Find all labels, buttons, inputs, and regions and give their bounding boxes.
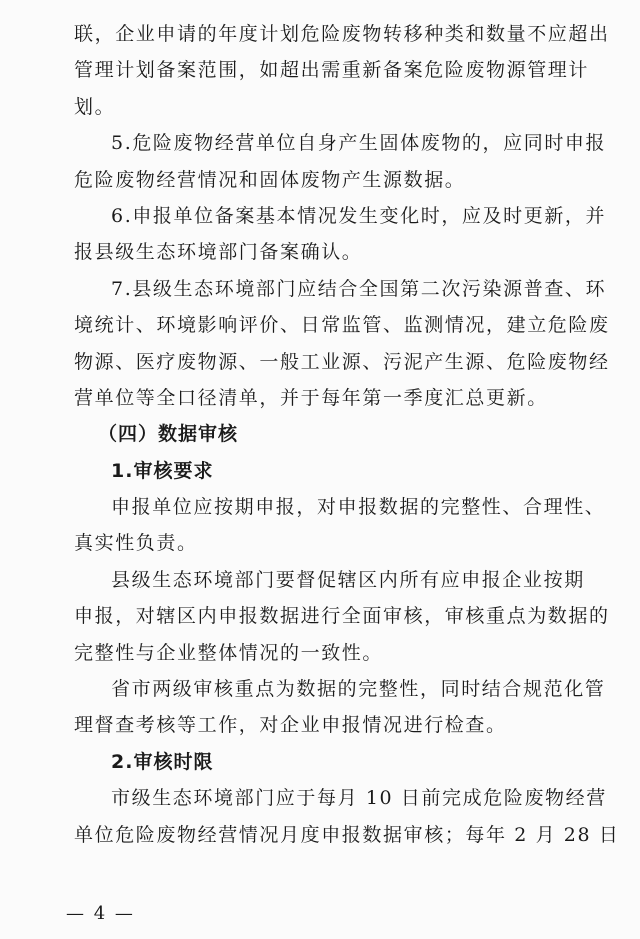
text-line: 危险废物经营情况和固体废物产生源数据。 (74, 168, 466, 191)
text-line: 理督查考核等工作，对企业申报情况进行检查。 (74, 714, 507, 737)
text-line: 申报，对辖区内申报数据进行全面审核，审核重点为数据的 (74, 605, 610, 628)
text-line: 县级生态环境部门要督促辖区内所有应申报企业按期 (111, 568, 585, 591)
text-line: 真实性负责。 (74, 532, 198, 555)
section-heading: （四）数据审核 (98, 423, 239, 446)
subsection-heading: 2.审核时限 (111, 750, 214, 773)
document-body (74, 16, 620, 853)
text-line: 境统计、环境影响评价、日常监管、监测情况，建立危险废 (74, 314, 610, 337)
text-line: 完整性与企业整体情况的一致性。 (74, 641, 384, 664)
text-line: 划。 (74, 95, 116, 118)
text-line: 营单位等全口径清单，并于每年第一季度汇总更新。 (74, 386, 548, 409)
text-line: 6.申报单位备案基本情况发生变化时，应及时更新，并 (111, 204, 607, 227)
text-line: 省市两级审核重点为数据的完整性，同时结合规范化管 (111, 678, 606, 701)
text-line: 5.危险废物经营单位自身产生固体废物的，应同时申报 (111, 132, 607, 155)
text-line: 报县级生态环境部门备案确认。 (74, 241, 363, 264)
subsection-heading: 1.审核要求 (111, 459, 214, 482)
text-line: 物源、医疗废物源、一般工业源、污泥产生源、危险废物经 (74, 350, 610, 373)
text-line: 联，企业申请的年度计划危险废物转移种类和数量不应超出 (74, 23, 610, 45)
text-line: 7.县级生态环境部门应结合全国第二次污染源普查、环 (111, 277, 607, 300)
text-line: 单位危险废物经营情况月度申报数据审核；每年 2 月 28 日 (74, 823, 620, 846)
text-line: 管理计划备案范围，如超出需重新备案危险废物源管理计 (74, 59, 590, 82)
page-number: — 4 — (66, 903, 135, 924)
text-line: 申报单位应按期申报，对申报数据的完整性、合理性、 (111, 496, 606, 519)
text-line: 市级生态环境部门应于每月 10 日前完成危险废物经营 (111, 787, 607, 810)
